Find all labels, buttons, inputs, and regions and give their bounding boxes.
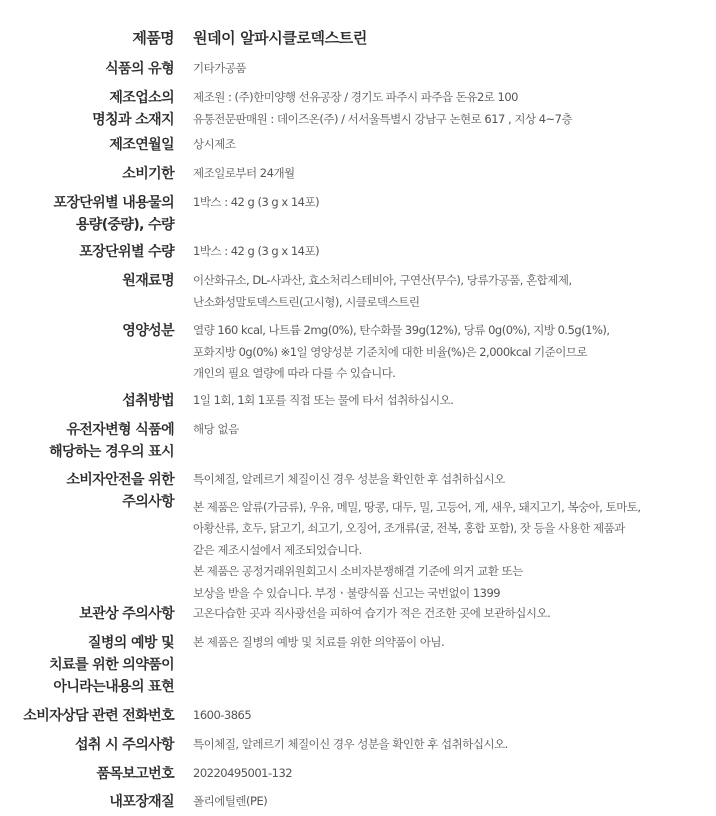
row-label: 유전자변형 식품에 해당하는 경우의 표시 (49, 422, 174, 460)
row-label: 원재료명 (122, 273, 174, 289)
row-value: 특이체질, 알레르기 체질이신 경우 성분을 확인한 후 섭취하십시오. (193, 737, 508, 751)
row-label: 품목보고번호 (96, 766, 174, 782)
row-label: 포장단위별 수량 (79, 244, 174, 260)
row-consumer-phone (0, 705, 716, 727)
row-label: 제품명 (132, 29, 174, 47)
row-intake-method (0, 390, 716, 412)
row-manufacturer (0, 87, 716, 131)
row-value: 폴리에틸렌(PE) (193, 794, 268, 808)
row-value: 고온다습한 곳과 직사광선을 피하여 습기가 적은 건조한 곳에 보관하십시오. (193, 606, 551, 620)
row-label: 보관상 주의사항 (79, 606, 174, 622)
row-storage (0, 603, 716, 625)
row-gmo (0, 419, 716, 463)
row-label: 제조업소의 명칭과 소재지 (92, 90, 174, 128)
row-label: 질병의 예방 및 치료를 위한 의약품이 아니라는내용의 표현 (49, 635, 174, 695)
row-intake-caution (0, 734, 716, 756)
row-package-content (0, 192, 716, 236)
row-manufacture-date (0, 134, 716, 156)
row-label: 포장단위별 내용물의 용량(중량), 수량 (53, 195, 174, 233)
row-label: 영양성분 (122, 323, 174, 339)
row-value: 열량 160 kcal, 나트륨 2mg(0%), 탄수화물 39g(12%), 당류 0g(0%), 지방 0.5g(1%), 포화지방 0g(0%) ※1일 영양성분 기준치에 대한 비율(%)은 2,000kcal 기준이므로 개인의 필요 열량에 따라 다를 수 있습니다. (193, 323, 610, 380)
row-value: 20220495001-132 (193, 766, 293, 780)
row-label: 소비기한 (122, 166, 174, 182)
row-value: 1박스 : 42 g (3 g x 14포) (193, 195, 320, 209)
row-value: 원데이 알파시클로덱스트린 (193, 29, 367, 47)
row-nutrition (0, 320, 716, 385)
row-label: 식품의 유형 (105, 61, 174, 77)
row-package-quantity (0, 241, 716, 263)
row-value: 상시제조 (193, 137, 236, 151)
row-report-number (0, 763, 716, 785)
row-value: 해당 없음 (193, 422, 239, 436)
row-value: 특이체질, 알레르기 체질이신 경우 성분을 확인한 후 섭취하십시오 본 제품은 알류(가금류), 우유, 메밀, 땅콩, 대두, 밀, 고등어, 게, 새우, 돼지고기, 복숭아, 토마토, 아황산류, 호두, 닭고기, 쇠고기, 오징어, 조개류(굴, 전복, 홍합 포함), 잣 등을 사용한 제품과 같은 제조시설에서 제조되었습니다. 본 제품은 공정거래위원회고시 소비자분쟁해결 기준에 의거 교환 또는 보상을 받을 수 있습니다. 부정ㆍ불량식품 신고는 국번없이 1399 (193, 472, 641, 600)
row-label: 내포장재질 (109, 794, 174, 810)
row-label: 소비자안전을 위한 주의사항 (66, 472, 174, 510)
row-label: 섭취 시 주의사항 (74, 737, 174, 753)
row-value: 제조일로부터 24개월 (193, 166, 295, 180)
row-value: 1박스 : 42 g (3 g x 14포) (193, 244, 320, 258)
row-value: 1600-3865 (193, 708, 252, 722)
row-product-name (0, 27, 716, 49)
row-ingredients (0, 270, 716, 313)
row-value: 기타가공품 (193, 61, 247, 75)
row-safety-caution (0, 469, 716, 604)
row-label: 섭취방법 (122, 393, 174, 409)
row-value: 1일 1회, 1회 1포를 직접 또는 물에 타서 섭취하십시오. (193, 393, 454, 407)
row-label: 소비자상담 관련 전화번호 (23, 708, 174, 724)
row-value: 제조원 : (주)한미양행 선유공장 / 경기도 파주시 파주읍 돈유2로 100 유통전문판매원 : 데이즈온(주) / 서서울특별시 강남구 논현로 617 , 지상 4~7층 (193, 90, 573, 126)
row-packaging-material (0, 791, 716, 813)
row-value: 본 제품은 질병의 예방 및 치료를 위한 의약품이 아님. (193, 635, 445, 649)
row-value: 이산화규소, DL-사과산, 효소처리스테비아, 구연산(무수), 당류가공품, 혼합제제, 난소화성말토덱스트린(고시형), 시클로덱스트린 (193, 273, 572, 309)
row-not-medicine (0, 632, 716, 698)
row-expiry (0, 163, 716, 185)
row-food-type (0, 58, 716, 80)
row-label: 제조연월일 (109, 137, 174, 153)
